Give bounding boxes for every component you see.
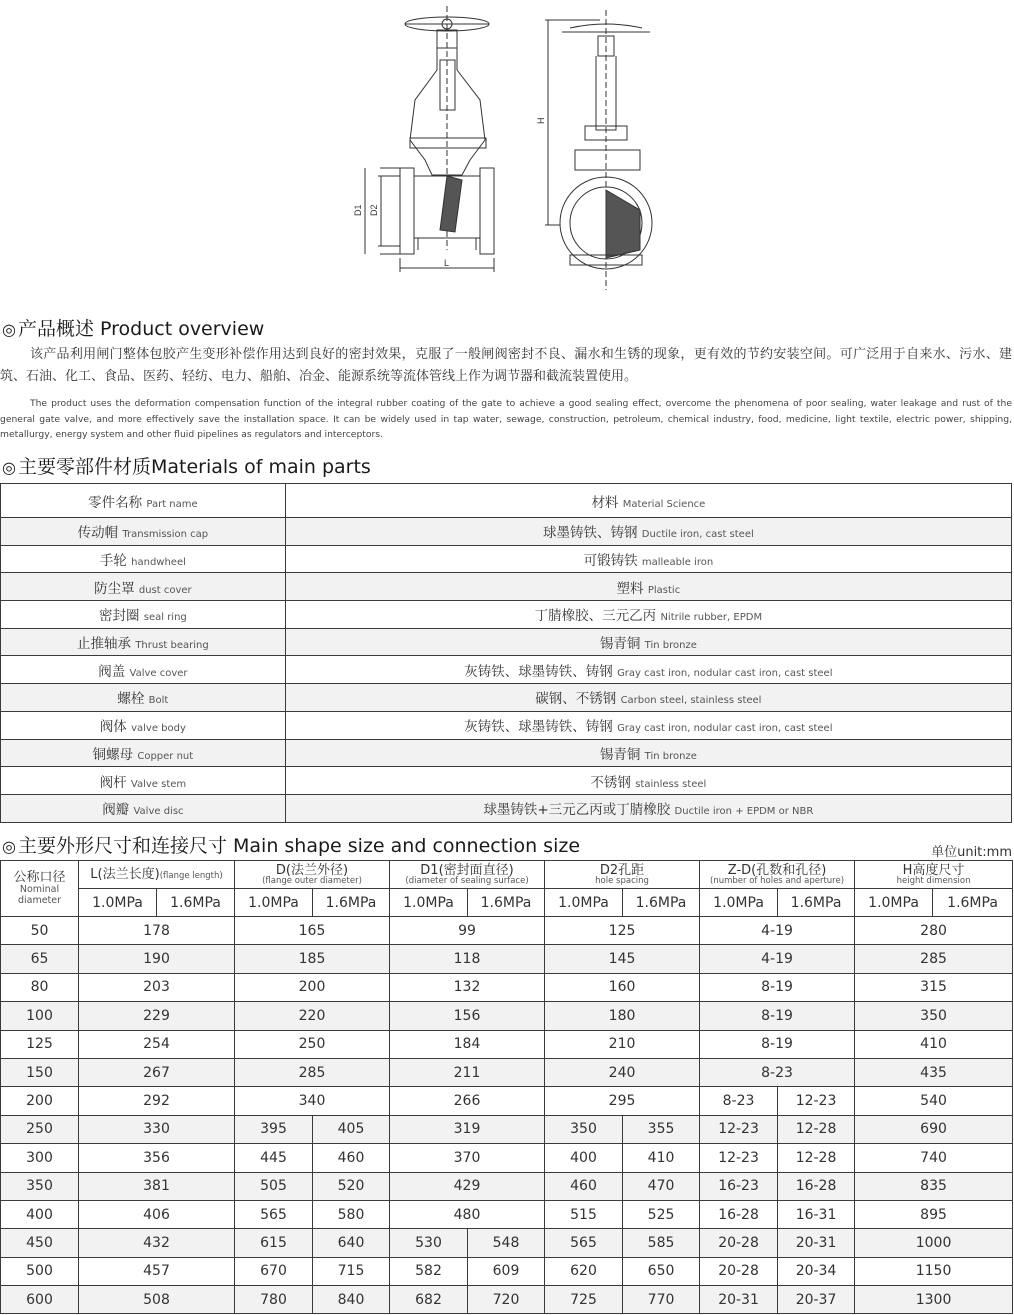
- h-cell: 740: [855, 1144, 1013, 1172]
- material-row: [1, 794, 1012, 822]
- valve-technical-drawing: [0, 0, 1014, 300]
- dimension-row: [1, 1115, 1013, 1143]
- material-row: [1, 628, 1012, 656]
- d1-cell-1-6: 548: [468, 1229, 545, 1257]
- pressure-header-row: [1, 889, 1013, 917]
- part-name-cn: 阀盖: [98, 663, 126, 680]
- l-cell: 406: [79, 1200, 235, 1228]
- material-en: malleable iron: [641, 557, 714, 569]
- d-cell: 220: [235, 1002, 390, 1030]
- part-name-en: Valve disc: [133, 806, 184, 818]
- d2-cell-1-6: 470: [623, 1172, 700, 1200]
- d-cell: 165: [235, 917, 390, 945]
- zd-cell-1-0: 16-23: [700, 1172, 778, 1200]
- d1-cell-1-0: 582: [390, 1257, 468, 1285]
- part-name-header: [1, 484, 286, 518]
- header-en: (flange outer diameter): [262, 875, 362, 886]
- dim-label-d1: D1: [353, 204, 363, 216]
- dimension-row: [1, 1172, 1013, 1200]
- nominal-diameter-cell: 600: [1, 1286, 79, 1314]
- d1-cell: 132: [390, 973, 545, 1001]
- d2-cell-1-0: 515: [545, 1200, 623, 1228]
- d1-header: [390, 861, 545, 889]
- zd-cell: 4-19: [700, 917, 855, 945]
- h-cell: 540: [855, 1087, 1013, 1115]
- dimensions-table: [0, 860, 1013, 1314]
- d-cell: 285: [235, 1058, 390, 1086]
- d1-cell: 156: [390, 1002, 545, 1030]
- l-cell: 457: [79, 1257, 235, 1285]
- material-cell: [285, 628, 1011, 656]
- part-name-cell: [1, 711, 286, 739]
- material-cell: [285, 518, 1011, 546]
- dimensions-title: [2, 831, 580, 858]
- part-name-en: Valve stem: [130, 778, 187, 790]
- dimension-row: [1, 1144, 1013, 1172]
- overview-text-cn: 该产品利用闸门整体包胶产生变形补偿作用达到良好的密封效果，克服了一般闸阀密封不良、漏水和生锈的现象，更有效的节约安装空间。可广泛用于自来水、污水、建筑、石油、化工、食品、医药、轻纺、电力、船舶、冶金、能源系统等流体管线上作为调节器和截流装置使用。: [0, 347, 1012, 384]
- nominal-diameter-cell: 500: [1, 1257, 79, 1285]
- l-cell: 381: [79, 1172, 235, 1200]
- nominal-diameter-cell: 400: [1, 1200, 79, 1228]
- d-cell-1-6: 405: [313, 1115, 390, 1143]
- d-cell-1-6: 715: [313, 1257, 390, 1285]
- zd-cell-1-0: 20-28: [700, 1229, 778, 1257]
- nominal-diameter-cell: 125: [1, 1030, 79, 1058]
- part-name-en: Bolt: [148, 695, 169, 707]
- nominal-diameter-cell: 250: [1, 1115, 79, 1143]
- header-en: (flange length): [159, 870, 223, 881]
- dim-label-h: H: [536, 117, 546, 124]
- zd-cell-1-6: 12-28: [778, 1144, 855, 1172]
- dimension-row: [1, 917, 1013, 945]
- l-cell: 267: [79, 1058, 235, 1086]
- nominal-diameter-cell: 300: [1, 1144, 79, 1172]
- pressure-1-0: 1.0MPa: [235, 889, 313, 917]
- d-cell: 340: [235, 1087, 390, 1115]
- material-cell: [285, 684, 1011, 712]
- zd-cell: 8-23: [700, 1058, 855, 1086]
- pressure-1-6: 1.6MPa: [468, 889, 545, 917]
- h-cell: 280: [855, 917, 1013, 945]
- dimensions-header-row: [1, 861, 1013, 889]
- zd-cell-1-6: 20-37: [778, 1286, 855, 1314]
- overview-title: [2, 314, 264, 341]
- part-name-en: Copper nut: [137, 750, 194, 762]
- part-name-cell: [1, 656, 286, 684]
- l-cell: 178: [79, 917, 235, 945]
- d2-cell-1-0: 460: [545, 1172, 623, 1200]
- header-cn: D1(密封面直径): [420, 862, 514, 878]
- h-header: [855, 861, 1013, 889]
- part-name-cn: 手轮: [99, 553, 127, 570]
- part-name-en: Transmission cap: [122, 529, 209, 541]
- l-cell: 254: [79, 1030, 235, 1058]
- d-cell-1-0: 505: [235, 1172, 313, 1200]
- dimension-row: [1, 1229, 1013, 1257]
- part-name-cn: 阀杆: [99, 774, 127, 791]
- material-cn: 塑料: [616, 580, 644, 597]
- d-cell-1-0: 445: [235, 1144, 313, 1172]
- zd-cell-1-0: 16-28: [700, 1200, 778, 1228]
- d2-cell: 125: [545, 917, 700, 945]
- material-cell: [285, 767, 1011, 795]
- header-en: Nominal diameter: [17, 884, 62, 906]
- unit-label: 单位unit:mm: [931, 845, 1012, 860]
- zd-cell-1-6: 20-31: [778, 1229, 855, 1257]
- d-cell-1-0: 395: [235, 1115, 313, 1143]
- side-view-drawing: [545, 10, 652, 290]
- d1-cell: 370: [390, 1144, 545, 1172]
- overview-text-en: The product uses the deformation compensation function of the integral rubber coating of the gate to achieve a good sealing effect, overcome the phenomena of poor sealing, water leakage and rust of the general gate valve, and more effectively save the installation space. It can be widely used in tap water, sewage, construction, petroleum, chemical industry, food, medicine, light textile, electric power, shipping, metallurgy, energy system and other fluid pipelines as regulators and interceptors.: [0, 398, 1012, 440]
- part-name-en: Valve cover: [129, 667, 188, 679]
- zd-cell-1-6: 12-28: [778, 1115, 855, 1143]
- header-cn: H高度尺寸: [902, 862, 965, 878]
- zd-cell-1-0: 12-23: [700, 1115, 778, 1143]
- zd-cell-1-6: 16-28: [778, 1172, 855, 1200]
- d2-cell: 210: [545, 1030, 700, 1058]
- header-en: (diameter of sealing surface): [405, 875, 529, 886]
- d-cell-1-6: 580: [313, 1200, 390, 1228]
- zd-cell: 8-19: [700, 1002, 855, 1030]
- l-cell: 292: [79, 1087, 235, 1115]
- d-cell-1-0: 565: [235, 1200, 313, 1228]
- material-cell: [285, 794, 1011, 822]
- material-cn: 丁腈橡胶、三元乙丙: [534, 608, 657, 625]
- header-cn: D(法兰外径): [275, 862, 349, 878]
- h-cell: 1150: [855, 1257, 1013, 1285]
- d2-cell-1-6: 525: [623, 1200, 700, 1228]
- pressure-1-0: 1.0MPa: [545, 889, 623, 917]
- d2-cell-1-6: 355: [623, 1115, 700, 1143]
- d2-cell-1-0: 620: [545, 1257, 623, 1285]
- zd-cell-1-6: 12-23: [778, 1087, 855, 1115]
- d2-header: [545, 861, 700, 889]
- dimension-row: [1, 1087, 1013, 1115]
- material-en: Gray cast iron, nodular cast iron, cast steel: [617, 723, 833, 735]
- part-name-cell: [1, 545, 286, 573]
- nominal-diameter-cell: 200: [1, 1087, 79, 1115]
- material-cn: 碳钢、不锈钢: [535, 691, 617, 708]
- h-cell: 1000: [855, 1229, 1013, 1257]
- d-cell-1-6: 460: [313, 1144, 390, 1172]
- material-en: Carbon steel, stainless steel: [620, 695, 762, 707]
- materials-header-row: [1, 484, 1012, 518]
- material-en: Ductile iron + EPDM or NBR: [674, 806, 814, 818]
- header-en: hole spacing: [595, 875, 649, 886]
- material-en: Gray cast iron, nodular cast iron, cast steel: [617, 667, 833, 679]
- nominal-diameter-cell: 150: [1, 1058, 79, 1086]
- l-cell: 229: [79, 1002, 235, 1030]
- d2-cell-1-6: 585: [623, 1229, 700, 1257]
- d-cell: 200: [235, 973, 390, 1001]
- materials-title-text: 主要零部件材质Materials of main parts: [17, 456, 371, 478]
- material-row: [1, 684, 1012, 712]
- h-cell: 690: [855, 1115, 1013, 1143]
- part-name-en: dust cover: [138, 584, 192, 596]
- header-cn: 零件名称: [88, 494, 143, 511]
- l-cell: 508: [79, 1286, 235, 1314]
- d1-cell: 319: [390, 1115, 545, 1143]
- pressure-1-0: 1.0MPa: [390, 889, 468, 917]
- part-name-en: Thrust bearing: [135, 640, 209, 652]
- d2-cell-1-6: 650: [623, 1257, 700, 1285]
- d-cell: 250: [235, 1030, 390, 1058]
- dimension-row: [1, 1286, 1013, 1314]
- dimensions-title-text: 主要外形尺寸和连接尺寸 Main shape size and connection size: [17, 835, 581, 857]
- d-header: [235, 861, 390, 889]
- d1-cell-1-6: 720: [468, 1286, 545, 1314]
- materials-title: [2, 452, 371, 479]
- nominal-diameter-cell: 80: [1, 973, 79, 1001]
- h-cell: 895: [855, 1200, 1013, 1228]
- header-cn: 公称口径: [13, 870, 66, 885]
- d1-cell: 184: [390, 1030, 545, 1058]
- material-row: [1, 767, 1012, 795]
- d2-cell: 160: [545, 973, 700, 1001]
- dimension-row: [1, 1002, 1013, 1030]
- part-name-cell: [1, 794, 286, 822]
- pressure-1-6: 1.6MPa: [933, 889, 1013, 917]
- nominal-diameter-cell: 50: [1, 917, 79, 945]
- d2-cell-1-0: 400: [545, 1144, 623, 1172]
- dimension-row: [1, 1058, 1013, 1086]
- d-cell-1-6: 840: [313, 1286, 390, 1314]
- header-en: (number of holes and aperture): [710, 875, 845, 886]
- d-cell-1-6: 520: [313, 1172, 390, 1200]
- part-name-cell: [1, 601, 286, 629]
- h-cell: 315: [855, 973, 1013, 1001]
- material-en: Plastic: [647, 584, 681, 596]
- dimension-row: [1, 1200, 1013, 1228]
- material-cell: [285, 656, 1011, 684]
- l-cell: 330: [79, 1115, 235, 1143]
- d-cell-1-0: 670: [235, 1257, 313, 1285]
- dim-label-l: L: [444, 258, 450, 268]
- l-cell: 432: [79, 1229, 235, 1257]
- header-en: Material Science: [622, 498, 706, 510]
- material-cell: [285, 573, 1011, 601]
- pressure-1-6: 1.6MPa: [778, 889, 855, 917]
- zd-cell-1-0: 20-31: [700, 1286, 778, 1314]
- part-name-cn: 阀瓣: [102, 802, 130, 819]
- material-cn: 球墨铸铁+三元乙丙或丁腈橡胶: [483, 802, 671, 819]
- dim-label-d2: D2: [369, 204, 379, 216]
- d2-cell-1-0: 725: [545, 1286, 623, 1314]
- dimension-row: [1, 1257, 1013, 1285]
- d1-cell: 480: [390, 1200, 545, 1228]
- front-view-drawing: [365, 6, 494, 272]
- h-cell: 835: [855, 1172, 1013, 1200]
- part-name-cn: 密封圈: [98, 608, 140, 625]
- d2-cell: 295: [545, 1087, 700, 1115]
- material-cn: 不锈钢: [590, 774, 631, 791]
- part-name-cell: [1, 573, 286, 601]
- d2-cell: 180: [545, 1002, 700, 1030]
- part-name-cell: [1, 628, 286, 656]
- d1-cell: 266: [390, 1087, 545, 1115]
- header-cn: Z-D(孔数和孔径): [727, 862, 827, 878]
- material-cell: [285, 711, 1011, 739]
- material-cn: 锡青铜: [599, 746, 641, 763]
- nominal-diameter-cell: 350: [1, 1172, 79, 1200]
- h-cell: 410: [855, 1030, 1013, 1058]
- zd-header: [700, 861, 855, 889]
- d1-cell-1-6: 609: [468, 1257, 545, 1285]
- zd-cell-1-0: 20-28: [700, 1257, 778, 1285]
- nominal-diameter-cell: 65: [1, 945, 79, 973]
- overview-title-text: 产品概述 Product overview: [17, 318, 265, 340]
- d2-cell: 145: [545, 945, 700, 973]
- nominal-diameter-header: [1, 861, 79, 917]
- material-row: [1, 656, 1012, 684]
- part-name-cn: 止推轴承: [77, 636, 132, 653]
- d-cell: 185: [235, 945, 390, 973]
- zd-cell: 8-19: [700, 973, 855, 1001]
- part-name-cn: 防尘罩: [94, 580, 135, 597]
- d2-cell-1-6: 410: [623, 1144, 700, 1172]
- l-cell: 356: [79, 1144, 235, 1172]
- part-name-cell: [1, 518, 286, 546]
- l-header: [79, 861, 235, 889]
- material-cn: 球墨铸铁、铸钢: [542, 525, 638, 542]
- nominal-diameter-cell: 100: [1, 1002, 79, 1030]
- part-name-en: handwheel: [131, 557, 186, 569]
- header-cn: 材料: [591, 494, 619, 511]
- dimension-row: [1, 1030, 1013, 1058]
- material-header: [285, 484, 1011, 518]
- material-cn: 可锻铸铁: [583, 553, 638, 570]
- section-mark-icon: ◎: [2, 458, 16, 477]
- nominal-diameter-cell: 450: [1, 1229, 79, 1257]
- l-cell: 203: [79, 973, 235, 1001]
- pressure-1-6: 1.6MPa: [157, 889, 235, 917]
- d2-cell-1-6: 770: [623, 1286, 700, 1314]
- material-en: Tin bronze: [644, 640, 697, 652]
- l-cell: 190: [79, 945, 235, 973]
- d1-cell: 211: [390, 1058, 545, 1086]
- header-cn: L(法兰长度): [90, 866, 160, 882]
- materials-table: [0, 483, 1012, 823]
- material-cn: 锡青铜: [599, 636, 641, 653]
- d-cell-1-6: 640: [313, 1229, 390, 1257]
- pressure-1-6: 1.6MPa: [313, 889, 390, 917]
- pressure-1-6: 1.6MPa: [623, 889, 700, 917]
- h-cell: 1300: [855, 1286, 1013, 1314]
- section-mark-icon: ◎: [2, 837, 16, 856]
- h-cell: 285: [855, 945, 1013, 973]
- zd-cell-1-6: 16-31: [778, 1200, 855, 1228]
- d1-cell: 429: [390, 1172, 545, 1200]
- part-name-cell: [1, 767, 286, 795]
- d1-cell-1-0: 530: [390, 1229, 468, 1257]
- d2-cell-1-0: 565: [545, 1229, 623, 1257]
- header-en: Part name: [146, 498, 198, 510]
- h-cell: 350: [855, 1002, 1013, 1030]
- material-en: stainless steel: [635, 778, 707, 790]
- header-cn: D2孔距: [599, 862, 645, 878]
- d2-cell-1-0: 350: [545, 1115, 623, 1143]
- d1-cell: 118: [390, 945, 545, 973]
- pressure-1-0: 1.0MPa: [855, 889, 933, 917]
- zd-cell-1-0: 12-23: [700, 1144, 778, 1172]
- part-name-cn: 传动帽: [77, 525, 119, 542]
- part-name-cell: [1, 684, 286, 712]
- d1-cell: 99: [390, 917, 545, 945]
- part-name-cn: 螺栓: [117, 691, 145, 708]
- material-row: [1, 601, 1012, 629]
- material-en: Ductile iron, cast steel: [641, 529, 754, 541]
- material-cell: [285, 545, 1011, 573]
- section-mark-icon: ◎: [2, 320, 16, 339]
- material-cn: 灰铸铁、球墨铸铁、铸钢: [464, 663, 613, 680]
- d-cell-1-0: 615: [235, 1229, 313, 1257]
- d1-cell-1-0: 682: [390, 1286, 468, 1314]
- material-row: [1, 739, 1012, 767]
- part-name-cn: 铜螺母: [92, 746, 134, 763]
- material-row: [1, 573, 1012, 601]
- h-cell: 435: [855, 1058, 1013, 1086]
- part-name-en: valve body: [131, 723, 186, 735]
- d-cell-1-0: 780: [235, 1286, 313, 1314]
- zd-cell: 4-19: [700, 945, 855, 973]
- material-en: Tin bronze: [644, 750, 697, 762]
- d2-cell: 240: [545, 1058, 700, 1086]
- part-name-en: seal ring: [143, 612, 187, 624]
- material-cell: [285, 601, 1011, 629]
- part-name-cell: [1, 739, 286, 767]
- material-row: [1, 545, 1012, 573]
- material-row: [1, 518, 1012, 546]
- dimension-row: [1, 973, 1013, 1001]
- material-cn: 灰铸铁、球墨铸铁、铸钢: [464, 719, 613, 736]
- material-cell: [285, 739, 1011, 767]
- zd-cell-1-0: 8-23: [700, 1087, 778, 1115]
- material-row: [1, 711, 1012, 739]
- zd-cell-1-6: 20-34: [778, 1257, 855, 1285]
- material-en: Nitrile rubber, EPDM: [660, 612, 763, 624]
- part-name-cn: 阀体: [99, 719, 127, 736]
- pressure-1-0: 1.0MPa: [700, 889, 778, 917]
- header-en: height dimension: [896, 875, 971, 886]
- pressure-1-0: 1.0MPa: [79, 889, 157, 917]
- zd-cell: 8-19: [700, 1030, 855, 1058]
- dimension-row: [1, 945, 1013, 973]
